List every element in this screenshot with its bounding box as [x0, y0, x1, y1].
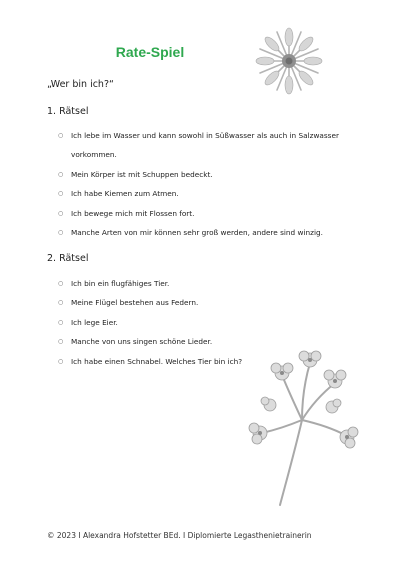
page-title: Rate-Spiel: [115, 44, 185, 60]
bullet-icon: ○: [58, 357, 64, 365]
list-item-text: Ich lebe im Wasser und kann sowohl in Süßwasser als auch in Salzwasser vorkommen.: [71, 131, 339, 160]
list-item: [58, 223, 358, 242]
section-1-list: [58, 126, 358, 242]
list-item: [58, 126, 358, 165]
bullet-icon: ○: [58, 190, 64, 198]
list-item: [58, 184, 358, 203]
bullet-icon: ○: [58, 209, 64, 217]
primrose-flower-icon: [240, 345, 365, 510]
bullet-icon: ○: [58, 318, 64, 326]
bullet-icon: ○: [58, 229, 64, 237]
list-item: [58, 165, 358, 184]
list-item-text: Meine Flügel bestehen aus Federn.: [71, 298, 199, 308]
bullet-icon: ○: [58, 338, 64, 346]
list-item-text: Ich habe Kiemen zum Atmen.: [71, 189, 179, 199]
list-item: [58, 313, 358, 332]
list-item-text: Manche von uns singen schöne Lieder.: [71, 337, 213, 347]
list-item: [58, 274, 358, 293]
list-item-text: Ich bewege mich mit Flossen fort.: [71, 208, 195, 218]
list-item: [58, 204, 358, 223]
list-item: [58, 293, 358, 312]
bullet-icon: ○: [58, 299, 64, 307]
section-1-heading: 1. Rätsel: [47, 106, 89, 117]
dandelion-flower-icon: [254, 25, 324, 95]
copyright-footer: © 2023 I Alexandra Hofstetter BEd. I Diplomierte Legasthenietrainerin: [47, 531, 312, 540]
list-item-text: Mein Körper ist mit Schuppen bedeckt.: [71, 169, 213, 179]
list-item-text: Ich habe einen Schnabel. Welches Tier bin ich?: [71, 356, 243, 366]
list-item-text: Ich lege Eier.: [71, 317, 118, 327]
bullet-icon: ○: [58, 170, 64, 178]
bullet-icon: ○: [58, 280, 64, 287]
section-2-heading: 2. Rätsel: [47, 253, 89, 264]
intro-question: „Wer bin ich?“: [47, 79, 114, 90]
list-item-text: Ich bin ein flugfähiges Tier.: [71, 279, 170, 288]
list-item-text: Manche Arten von mir können sehr groß werden, andere sind winzig.: [71, 228, 323, 238]
bullet-icon: ○: [58, 132, 64, 139]
